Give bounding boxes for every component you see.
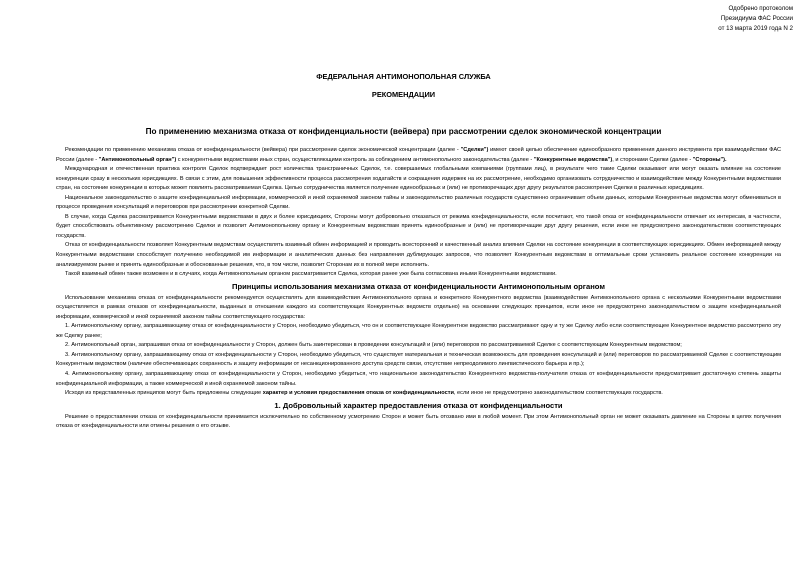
document-title: По применению механизма отказа от конфиденциальности (вейвера) при рассмотрении сделок экономической концентрации <box>145 127 662 136</box>
document-type: РЕКОМЕНДАЦИИ <box>371 90 436 99</box>
term-deals: "Сделки") <box>460 147 489 153</box>
approval-line-1: Одобрено протоколом <box>728 5 793 12</box>
principles-heading: Принципы использования механизма отказа от конфиденциальности Антимонопольным органом <box>232 281 605 291</box>
term-antimonopoly-body: "Антимонопольный орган") <box>98 156 177 163</box>
organization-title: ФЕДЕРАЛЬНАЯ АНТИМОНОПОЛЬНАЯ СЛУЖБА <box>316 72 491 81</box>
section-1-paragraph: Решение о предоставлении отказа от конфиденциальности принимается исключительно по собственному усмотрению Сторон и может быть отозвано ими в любой момент. При этом Антимонопольный орган не может оказывать давление на Стороны в целях получения отказа от конфиденциальности или отмены решения о его отзыве. <box>56 413 781 430</box>
principle-item-4: 4. Антимонопольному органу, запрашивающему отказ от конфиденциальности у Сторон, необходимо убедиться, что национальное законодательство Конкурентного ведомства-получателя отказа от конфиденциальности предусматривает достаточную степень защиты конфиденциальной информации, а также коммерческой и иной охраняемой законом тайны. <box>56 371 781 387</box>
term-competition-agencies: "Конкурентные ведомства") <box>533 156 613 163</box>
principles-paragraph: Использование механизма отказа от конфиденциальности рекомендуется осуществлять для взаимодействия Антимонопольного органа и конкретного Конкурентного ведомства (взаимодействие Антимонопольного органа с несколькими Конкурентными ведомствами осуществляется в рамках отказов от конфиденциальности, выданных в отношении каждого из соответствующих Конкурентных ведомств отдельно) на основании следующих принципов, если иное не предусмотрено законодательством о защите конфиденциальной информации, коммерческой и иной охраняемой законом тайны соответствующего государства: <box>56 294 781 320</box>
principles-final-bold: характер и условия предоставления отказа от конфиденциальности <box>262 390 454 397</box>
intro-paragraph-1 <box>56 146 781 165</box>
principle-item-1: 1. Антимонопольному органу, запрашивающему отказ от конфиденциальности у Сторон, необходимо убедиться, что он и соответствующее Конкурентное ведомство рассматривают одну и ту же Сделку либо если соответствующее Конкурентное ведомство рассмотрело эту же Сделку ранее; <box>56 323 781 339</box>
principle-item-2: 2. Антимонопольный орган, запрашивая отказ от конфиденциальности у Сторон, должен быть заинтересован в проведении консультаций и (или) переговоров по рассматриваемой Сделке с соответствующим Конкурентным ведомством; <box>65 342 682 349</box>
intro-p1-text-c: имеют своей целью обеспечение единообразного применения данного инструмента при взаимодействии ФАС России (далее - <box>56 147 781 163</box>
approval-stamp <box>623 4 793 34</box>
intro-p1-text-e: с конкурентными ведомствами иных стран, осуществляющими контроль за соблюдением антимонопольного законодательства (далее - <box>176 156 534 163</box>
intro-p1-text-g: , и сторонами Сделки (далее - <box>612 156 693 163</box>
section-1-heading: 1. Добровольный характер предоставления отказа от конфиденциальности <box>274 400 563 410</box>
principles-final-paragraph <box>56 389 781 399</box>
term-parties: "Стороны"). <box>692 156 727 163</box>
approval-line-2: Президиума ФАС России <box>720 15 793 22</box>
intro-paragraph-2: Международная и отечественная практика контроля Сделок подтверждает рост количества трансграничных Сделок, т.е. совершаемых глобальными компаниями (группами лиц), в результате чего такие Сделки оказывают или могут оказать влияние на состояние конкуренции сразу в нескольких юрисдикциях. В связи с этим, для повышения эффективности процесса рассмотрения ходатайств и сокращения издержек на их рассмотрение, необходимо организовать сотрудничество и взаимодействие между Конкурентными ведомствами стран, на состояние конкуренции в которых может повлиять рассматриваемая Сделка. Целью сотрудничества является получение единообразных и (или) не противоречащих друг другу результатов рассмотрения Сделки в различных юрисдикциях. <box>56 166 781 192</box>
principle-item-3: 3. Антимонопольному органу, запрашивающему отказ от конфиденциальности у Сторон, необходимо убедиться, что существует материальная и техническая возможность для проведения консультаций и (или) переговоров по рассматриваемой Сделке с соответствующим Конкурентным ведомством (наличие обеспечивающих сохранность и защиту информации от несанкционированного доступа средств связи, отсутствие непреодолимого лингвистического барьера и пр.); <box>56 351 781 368</box>
intro-paragraph-3: Национальное законодательство о защите конфиденциальной информации, коммерческой и иной охраняемой законом тайны и законодательство различных государств существенно ограничивает объем данных, которыми Конкурентные ведомства могут обмениваться в процессе проведения консультаций и переговоров при рассмотрении конкретной Сделки. <box>56 194 781 211</box>
intro-paragraph-6: Такой взаимный обмен также возможен и в случаях, когда Антимонопольным органом рассматривается Сделка, которая ранее уже была согласована иными Конкурентными ведомствами. <box>65 271 557 278</box>
approval-line-3: от 13 марта 2019 года N 2 <box>718 25 793 32</box>
intro-paragraph-5: Отказ от конфиденциальности позволяет Конкурентным ведомствам осуществлять взаимный обмен информацией и проводить всесторонний и качественный анализ влияния Сделки на состояние конкуренции в соответствующих юрисдикциях. Обмен информацией между Конкурентными ведомствами способствует получению необходимой им информации и аналитических данных без направления дублирующих запросов, что позволяет Конкурентным ведомствам в оптимальные сроки установить реальное состояние конкуренции на анализируемом рынке и принять единообразные и обоснованные решения, что, в том числе, позволит Сторонам их в полной мере исполнить. <box>56 242 781 268</box>
principles-final-text-a: Исходя из представленных принципов могут быть предложены следующие <box>65 390 263 397</box>
intro-paragraph-4: В случае, когда Сделка рассматривается Конкурентными ведомствами в двух и более юрисдикциях, Стороны могут добровольно отказаться от режима конфиденциальности, если посчитают, что такой отказ от конфиденциальности отвечает их интересам, в частности, будет способствовать объективному рассмотрению Сделки и позволит Антимонопольному органу и Конкурентным ведомствам принять единообразные и (или) не противоречащие друг другу решения, если иное не предусмотрено законодательством соответствующих государств. <box>56 213 781 239</box>
intro-p1-text-a: Рекомендации по применению механизма отказа от конфиденциальности (вейвера) при рассмотрении сделок экономической концентрации (далее - <box>65 147 461 153</box>
principles-final-text-c: , если иное не предусмотрено законодательством соответствующих государств. <box>453 390 663 397</box>
document-body <box>56 146 781 432</box>
